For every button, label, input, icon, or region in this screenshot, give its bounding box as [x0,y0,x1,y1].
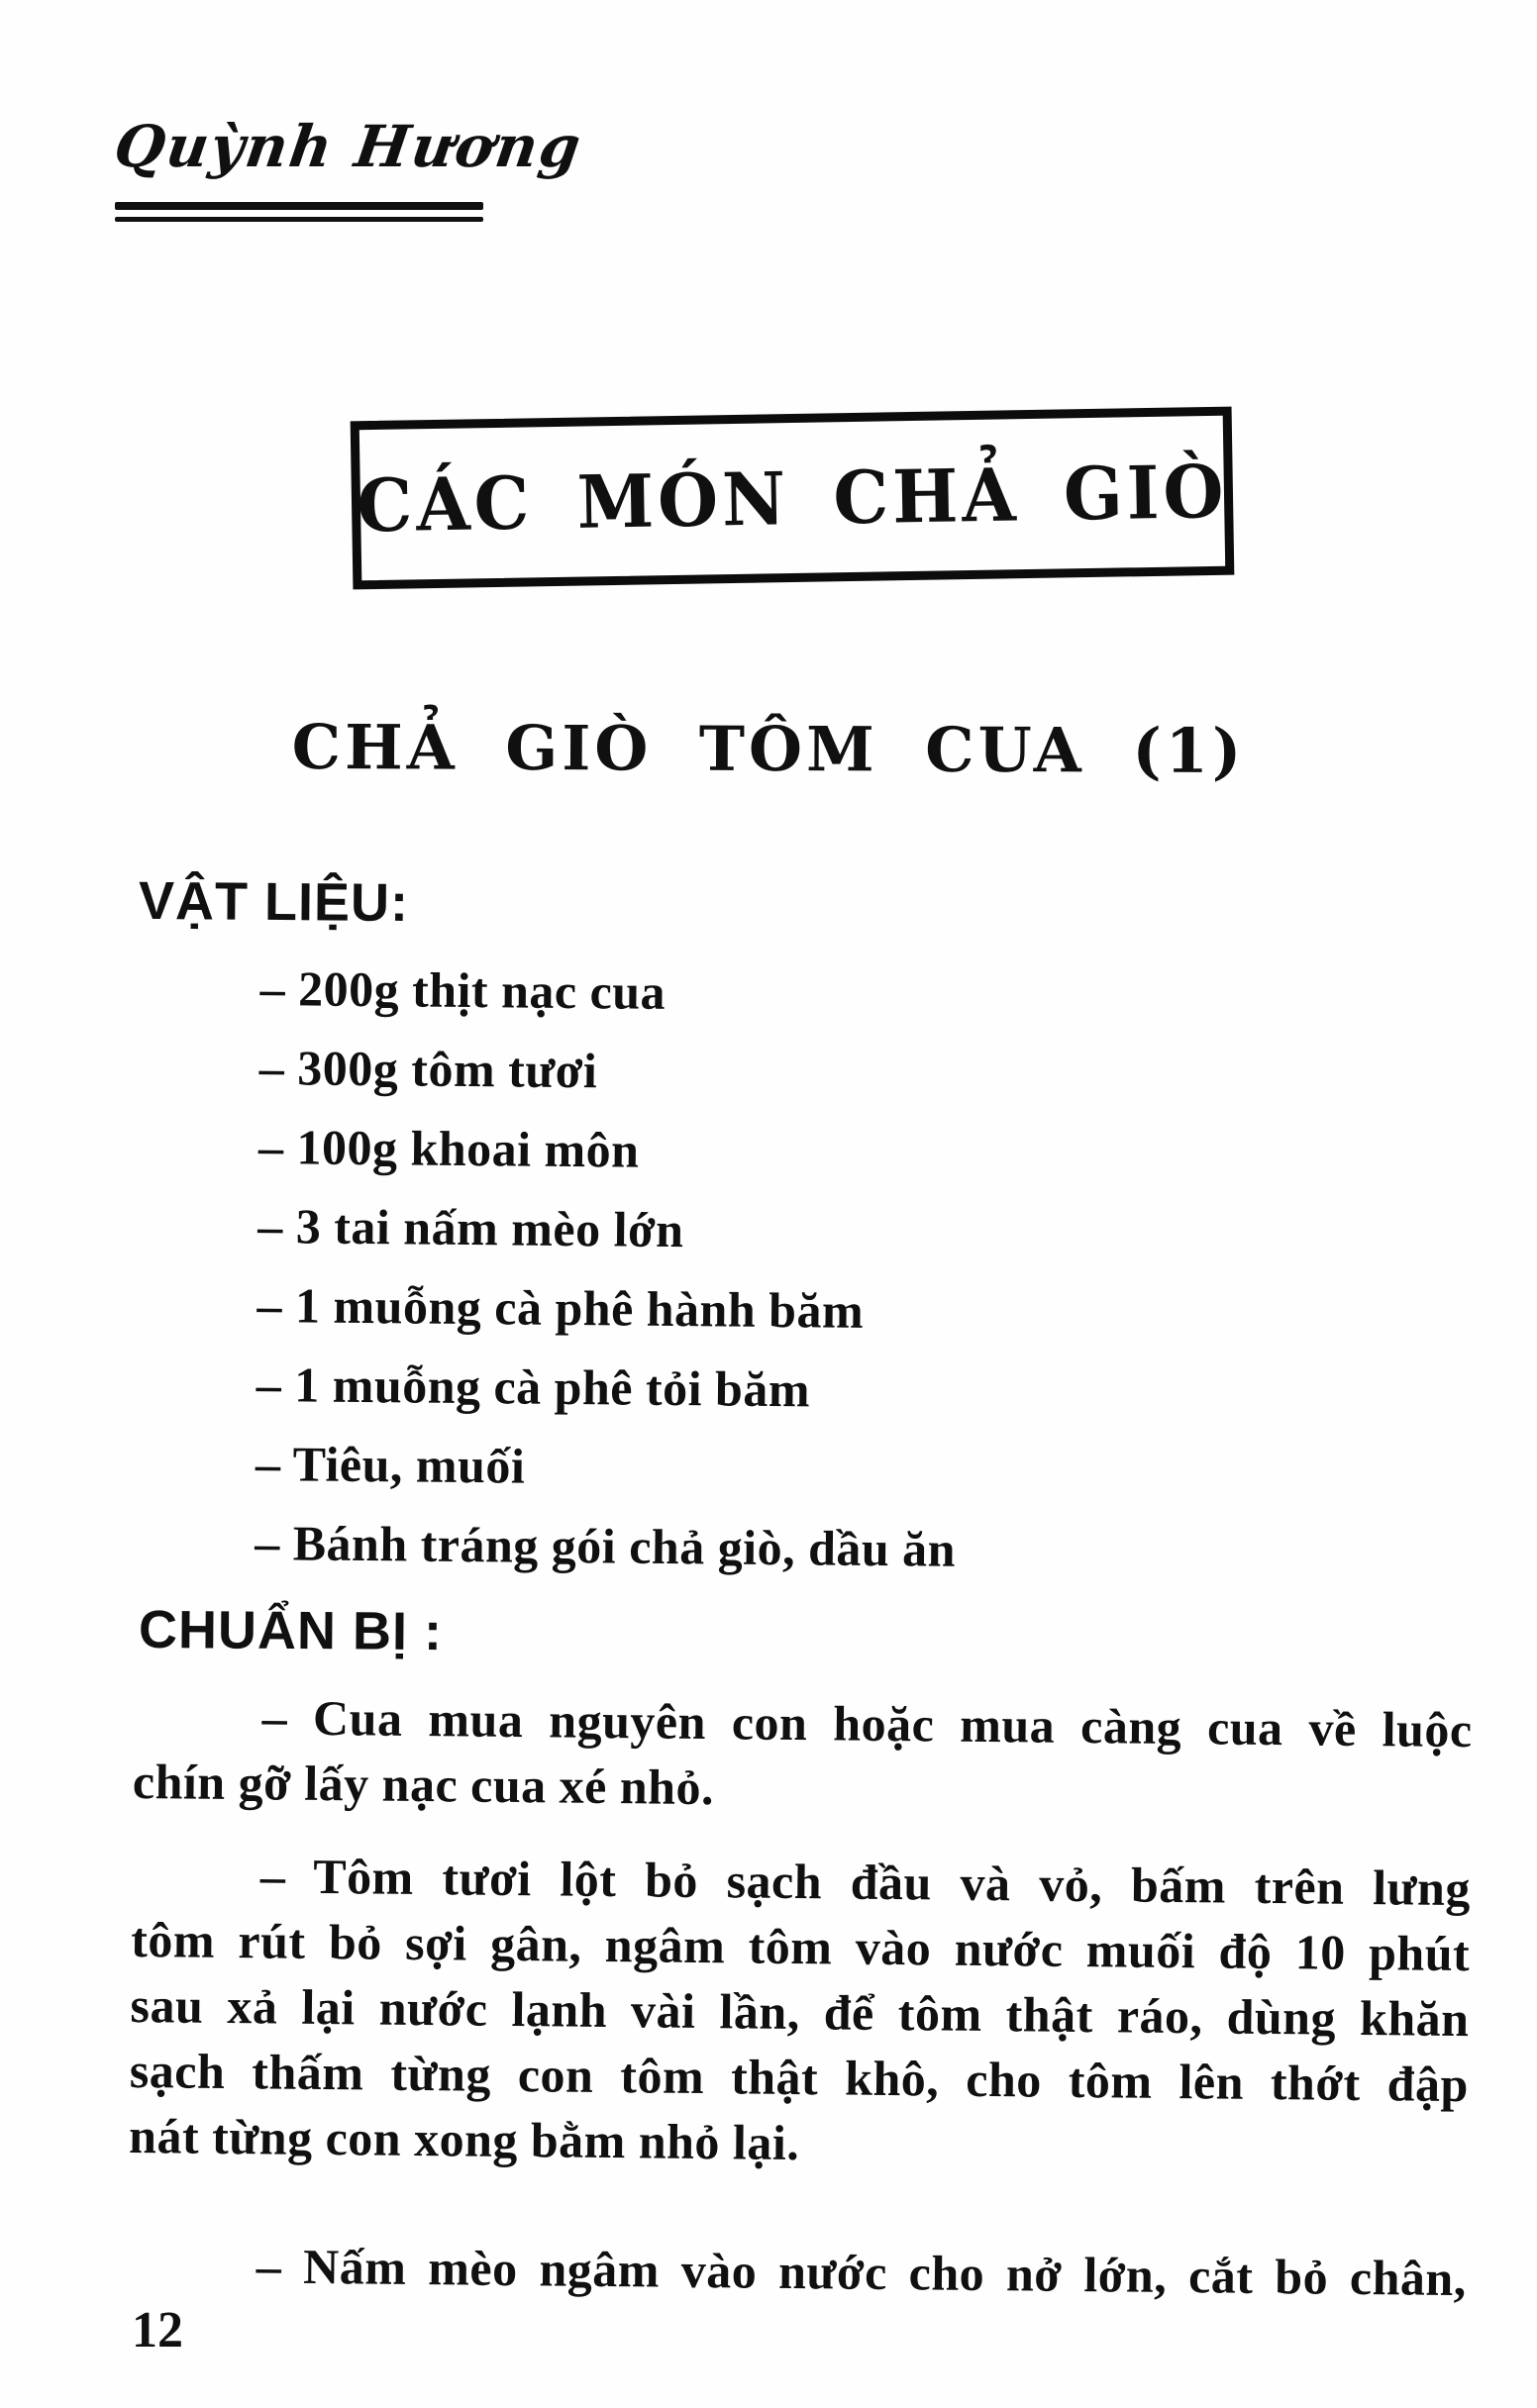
recipe-title: CHẢ GIÒ TÔM CUA (1) [291,710,1246,788]
signature-underline-thin [115,217,483,222]
text-line: nát từng con xong bằm nhỏ lại. [128,2107,800,2171]
text-line: chín gỡ lấy nạc cua xé nhỏ. [132,1753,715,1816]
ingredients-heading: VẬT LIỆU: [138,870,410,934]
ingredients-list [255,949,1350,1593]
ingredient-item: – 100g khoai môn [257,1118,640,1178]
text-line: – Cua mua nguyên con hoặc mua càng cua về luộc [261,1689,1473,1758]
preparation-heading: CHUẨN BỊ : [138,1599,444,1662]
text-line: tôm rút bỏ sợi gân, ngâm tôm vào nước muối độ 10 phút [130,1911,1471,1982]
ingredient-item: – 200g thịt nạc cua [259,959,666,1020]
author-signature [110,113,587,180]
text-line: sạch thấm từng con tôm thật khô, cho tôm lên thớt đập [129,2042,1470,2113]
ingredient-item: – Bánh tráng gói chả giò, dầu ăn [254,1514,957,1577]
page-number: 12 [132,2302,183,2358]
ingredient-item: – 1 muỗng cà phê hành băm [256,1276,865,1339]
preparation-paragraph [128,2232,1468,2311]
preparation-paragraph [129,1842,1471,2182]
ingredient-item: – 300g tôm tươi [258,1039,598,1099]
signature-underline-thick [115,202,483,210]
text-line: – Tôm tươi lột bỏ sạch đầu và vỏ, bấm trên lưng [259,1848,1472,1917]
chapter-title: CÁC MÓN CHẢ GIÒ [356,448,1229,549]
ingredient-item: – Tiêu, muối [255,1435,526,1494]
chapter-title-box [351,407,1235,590]
ingredient-item: – 3 tai nấm mèo lớn [257,1197,684,1258]
text-line: sau xả lại nước lạnh vài lần, để tôm thật ráo, dùng khăn [130,1976,1470,2048]
ingredient-item: – 1 muỗng cà phê tỏi băm [256,1355,811,1418]
signature-text: Quỳnh Hương [110,113,587,180]
preparation-paragraph [133,1683,1473,1828]
text-line: – Nấm mèo ngâm vào nước cho nở lớn, cắt bỏ chân, [256,2238,1468,2307]
preparation-text [128,1683,1473,2311]
